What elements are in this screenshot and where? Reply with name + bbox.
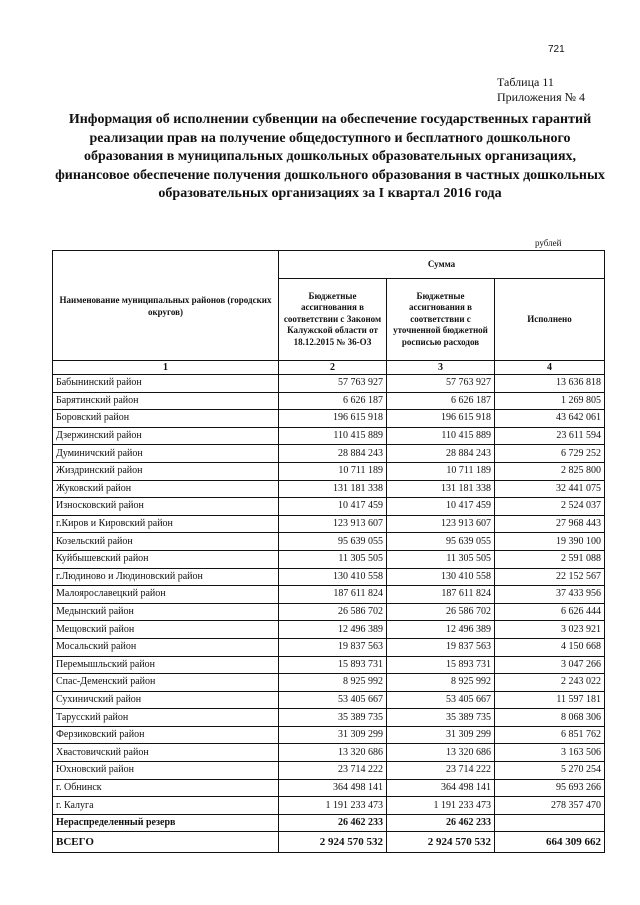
- law-allocation-cell: 19 837 563: [279, 638, 387, 656]
- refined-allocation-cell: 26 462 233: [387, 814, 495, 832]
- refined-allocation-cell: 13 320 686: [387, 744, 495, 762]
- law-allocation-cell: 196 615 918: [279, 410, 387, 428]
- law-allocation-cell: 10 711 189: [279, 462, 387, 480]
- district-name: Жуковский район: [53, 480, 279, 498]
- header-refined-allocation: Бюджетные ассигнования в соответствии с уточненной бюджетной росписью расходов: [387, 279, 495, 361]
- column-number: 4: [495, 361, 605, 375]
- executed-cell: 2 524 037: [495, 498, 605, 516]
- refined-allocation-cell: 110 415 889: [387, 427, 495, 445]
- executed-cell: 8 068 306: [495, 709, 605, 727]
- column-number: 2: [279, 361, 387, 375]
- district-name: Боровский район: [53, 410, 279, 428]
- column-number: 1: [53, 361, 279, 375]
- refined-allocation-cell: 123 913 607: [387, 515, 495, 533]
- table-row: [53, 515, 605, 533]
- executed-cell: 13 636 818: [495, 375, 605, 393]
- district-name: Сухиничский район: [53, 691, 279, 709]
- refined-allocation-cell: 2 924 570 532: [387, 832, 495, 853]
- executed-cell: 278 357 470: [495, 797, 605, 815]
- refined-allocation-cell: 11 305 505: [387, 550, 495, 568]
- law-allocation-cell: 57 763 927: [279, 375, 387, 393]
- district-name: Бабынинский район: [53, 375, 279, 393]
- executed-cell: 6 626 444: [495, 603, 605, 621]
- law-allocation-cell: 13 320 686: [279, 744, 387, 762]
- refined-allocation-cell: 26 586 702: [387, 603, 495, 621]
- district-name: г. Обнинск: [53, 779, 279, 797]
- refined-allocation-cell: 8 925 992: [387, 674, 495, 692]
- refined-allocation-cell: 95 639 055: [387, 533, 495, 551]
- executed-cell: 6 729 252: [495, 445, 605, 463]
- law-allocation-cell: 26 462 233: [279, 814, 387, 832]
- column-number: 3: [387, 361, 495, 375]
- law-allocation-cell: 11 305 505: [279, 550, 387, 568]
- district-name: Жиздринский район: [53, 462, 279, 480]
- refined-allocation-cell: 53 405 667: [387, 691, 495, 709]
- table-row: [53, 375, 605, 393]
- district-name: Хвастовичский район: [53, 744, 279, 762]
- district-name: г.Людиново и Людиновский район: [53, 568, 279, 586]
- law-allocation-cell: 123 913 607: [279, 515, 387, 533]
- district-name: Тарусский район: [53, 709, 279, 727]
- law-allocation-cell: 23 714 222: [279, 762, 387, 780]
- executed-cell: 2 591 088: [495, 550, 605, 568]
- table-row: [53, 797, 605, 815]
- executed-cell: 5 270 254: [495, 762, 605, 780]
- law-allocation-cell: 130 410 558: [279, 568, 387, 586]
- executed-cell: 3 047 266: [495, 656, 605, 674]
- refined-allocation-cell: 187 611 824: [387, 586, 495, 604]
- law-allocation-cell: 15 893 731: [279, 656, 387, 674]
- district-name: Медынский район: [53, 603, 279, 621]
- refined-allocation-cell: 10 417 459: [387, 498, 495, 516]
- table-row: [53, 427, 605, 445]
- table-row: [53, 709, 605, 727]
- executed-cell: 37 433 956: [495, 586, 605, 604]
- refined-allocation-cell: 19 837 563: [387, 638, 495, 656]
- district-name: Спас-Деменский район: [53, 674, 279, 692]
- district-name: Ферзиковский район: [53, 726, 279, 744]
- district-name: Малоярославецкий район: [53, 586, 279, 604]
- table-row: [53, 392, 605, 410]
- district-name: Козельский район: [53, 533, 279, 551]
- refined-allocation-cell: 31 309 299: [387, 726, 495, 744]
- refined-allocation-cell: 10 711 189: [387, 462, 495, 480]
- law-allocation-cell: 8 925 992: [279, 674, 387, 692]
- district-name: Куйбышевский район: [53, 550, 279, 568]
- executed-cell: 32 441 075: [495, 480, 605, 498]
- district-name: Дзержинский район: [53, 427, 279, 445]
- header-name: Наименование муниципальных районов (городских округов): [53, 251, 279, 361]
- executed-cell: 22 152 567: [495, 568, 605, 586]
- table-row: [53, 726, 605, 744]
- table-row: [53, 638, 605, 656]
- refined-allocation-cell: 35 389 735: [387, 709, 495, 727]
- header-law-allocation: Бюджетные ассигнования в соответствии с Законом Калужской области от 18.12.2015 № 36-ОЗ: [279, 279, 387, 361]
- executed-cell: 3 023 921: [495, 621, 605, 639]
- refined-allocation-cell: 12 496 389: [387, 621, 495, 639]
- district-name: г.Киров и Кировский район: [53, 515, 279, 533]
- law-allocation-cell: 12 496 389: [279, 621, 387, 639]
- district-name: Износковский район: [53, 498, 279, 516]
- header-executed: Исполнено: [495, 279, 605, 361]
- district-name: Нераспределенный резерв: [53, 814, 279, 832]
- table-row: [53, 410, 605, 428]
- law-allocation-cell: 31 309 299: [279, 726, 387, 744]
- district-name: ВСЕГО: [53, 832, 279, 853]
- law-allocation-cell: 26 586 702: [279, 603, 387, 621]
- executed-cell: 6 851 762: [495, 726, 605, 744]
- law-allocation-cell: 35 389 735: [279, 709, 387, 727]
- executed-cell: [495, 814, 605, 832]
- table-row: [53, 533, 605, 551]
- executed-cell: 664 309 662: [495, 832, 605, 853]
- refined-allocation-cell: 130 410 558: [387, 568, 495, 586]
- refined-allocation-cell: 1 191 233 473: [387, 797, 495, 815]
- table-body: [53, 375, 605, 853]
- district-name: Перемышльский район: [53, 656, 279, 674]
- subvention-table: [52, 250, 605, 853]
- refined-allocation-cell: 131 181 338: [387, 480, 495, 498]
- table-row: [53, 744, 605, 762]
- appendix-label: Приложения № 4: [497, 90, 586, 104]
- law-allocation-cell: 110 415 889: [279, 427, 387, 445]
- law-allocation-cell: 95 639 055: [279, 533, 387, 551]
- table-row: [53, 498, 605, 516]
- executed-cell: 19 390 100: [495, 533, 605, 551]
- table-row: [53, 568, 605, 586]
- executed-cell: 11 597 181: [495, 691, 605, 709]
- table-row: [53, 691, 605, 709]
- table-row: [53, 621, 605, 639]
- refined-allocation-cell: 15 893 731: [387, 656, 495, 674]
- table-row: [53, 814, 605, 832]
- table-row: [53, 656, 605, 674]
- header-sum: Сумма: [279, 251, 605, 279]
- table-label: Таблица 11: [497, 75, 554, 89]
- table-row: [53, 779, 605, 797]
- executed-cell: 2 243 022: [495, 674, 605, 692]
- law-allocation-cell: 187 611 824: [279, 586, 387, 604]
- law-allocation-cell: 1 191 233 473: [279, 797, 387, 815]
- refined-allocation-cell: 196 615 918: [387, 410, 495, 428]
- table-row: [53, 462, 605, 480]
- law-allocation-cell: 53 405 667: [279, 691, 387, 709]
- district-name: Думиничский район: [53, 445, 279, 463]
- refined-allocation-cell: 23 714 222: [387, 762, 495, 780]
- executed-cell: 23 611 594: [495, 427, 605, 445]
- law-allocation-cell: 28 884 243: [279, 445, 387, 463]
- table-row: [53, 480, 605, 498]
- law-allocation-cell: 10 417 459: [279, 498, 387, 516]
- law-allocation-cell: 131 181 338: [279, 480, 387, 498]
- table-row: [53, 550, 605, 568]
- table-row: [53, 762, 605, 780]
- district-name: Юхновский район: [53, 762, 279, 780]
- table-row: [53, 445, 605, 463]
- executed-cell: 95 693 266: [495, 779, 605, 797]
- table-row: [53, 832, 605, 853]
- district-name: Барятинский район: [53, 392, 279, 410]
- refined-allocation-cell: 28 884 243: [387, 445, 495, 463]
- refined-allocation-cell: 6 626 187: [387, 392, 495, 410]
- district-name: Мосальский район: [53, 638, 279, 656]
- refined-allocation-cell: 57 763 927: [387, 375, 495, 393]
- executed-cell: 4 150 668: [495, 638, 605, 656]
- executed-cell: 1 269 805: [495, 392, 605, 410]
- executed-cell: 3 163 506: [495, 744, 605, 762]
- law-allocation-cell: 6 626 187: [279, 392, 387, 410]
- page-number: 721: [548, 44, 565, 55]
- law-allocation-cell: 2 924 570 532: [279, 832, 387, 853]
- unit-label: рублей: [535, 238, 562, 248]
- executed-cell: 27 968 443: [495, 515, 605, 533]
- district-name: Мещовский район: [53, 621, 279, 639]
- district-name: г. Калуга: [53, 797, 279, 815]
- executed-cell: 43 642 061: [495, 410, 605, 428]
- document-title: Информация об исполнении субвенции на обеспечение государственных гарантий реализации прав на получение общедоступного и бесплатного дошкольного образования в муниципальных дошкольных образовательных организациях, финансовое обеспечение получения дошкольного образования в частных дошкольных образовательных организациях за I квартал 2016 года: [55, 112, 605, 202]
- table-row: [53, 586, 605, 604]
- refined-allocation-cell: 364 498 141: [387, 779, 495, 797]
- executed-cell: 2 825 800: [495, 462, 605, 480]
- law-allocation-cell: 364 498 141: [279, 779, 387, 797]
- table-row: [53, 603, 605, 621]
- table-row: [53, 674, 605, 692]
